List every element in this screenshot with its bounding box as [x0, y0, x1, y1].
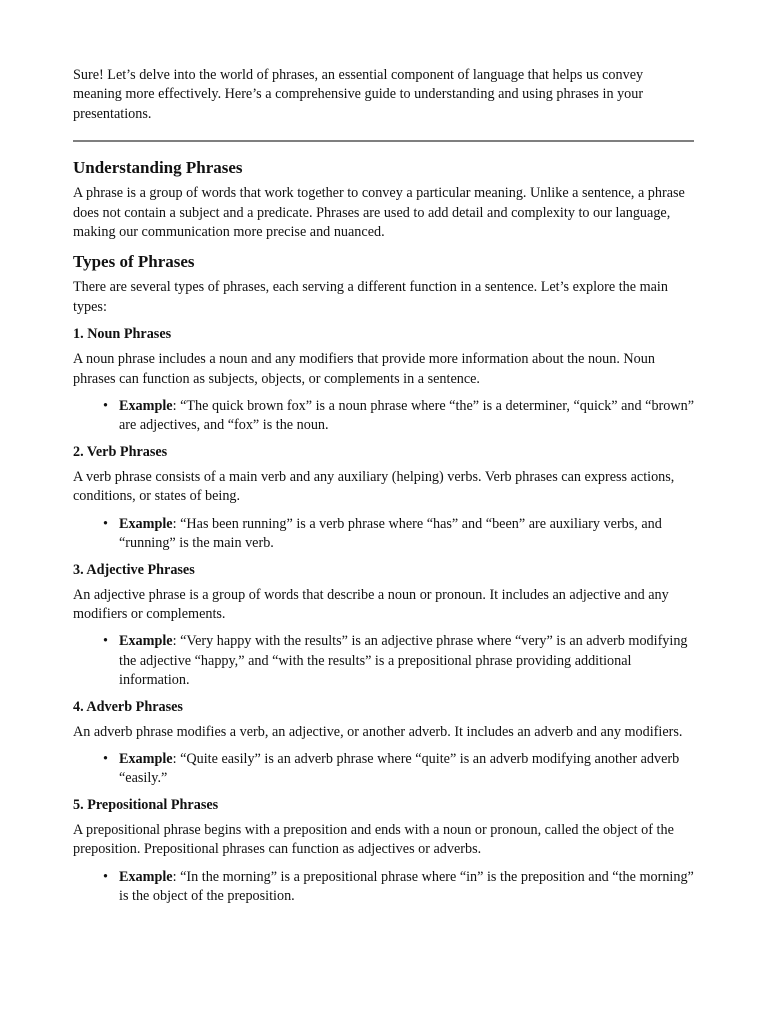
types-paragraph: There are several types of phrases, each serving a different function in a sentence. Let’s explore the main types:	[73, 279, 668, 315]
section-text-adverb: An adverb phrase modifies a verb, an adjective, or another adverb. It includes an adverb and any modifiers.	[73, 723, 683, 740]
section-text-noun: A noun phrase includes a noun and any modifiers that provide more information about the noun. Noun phrases can function as subjects, objects, or complements in a sentence.	[73, 351, 655, 387]
understanding-heading: Understanding Phrases	[73, 158, 243, 178]
example-item-prepositional	[103, 868, 694, 907]
example-label: Example	[119, 868, 173, 885]
section-heading-adjective: 3. Adjective Phrases	[73, 561, 195, 578]
example-item-verb	[103, 515, 694, 554]
example-text: : “In the morning” is a prepositional phrase where “in” is the preposition and “the morning” is the object of the preposition.	[119, 868, 694, 904]
bullet-icon: •	[103, 868, 108, 885]
example-item-adjective	[103, 632, 694, 690]
section-heading-adverb: 4. Adverb Phrases	[73, 698, 183, 715]
example-label: Example	[119, 633, 173, 650]
example-label: Example	[119, 515, 173, 532]
section-text-verb: A verb phrase consists of a main verb and any auxiliary (helping) verbs. Verb phrases can express actions, conditions, or states of being.	[73, 468, 675, 505]
bullet-icon: •	[103, 750, 108, 767]
example-text: : “Has been running” is a verb phrase where “has” and “been” are auxiliary verbs, and “running” is the main verb.	[119, 515, 662, 552]
example-text: : “The quick brown fox” is a noun phrase where “the” is a determiner, “quick” and “brown” are adjectives, and “fox” is the noun.	[119, 398, 695, 434]
example-list-adjective	[73, 632, 694, 690]
section-heading-prepositional: 5. Prepositional Phrases	[73, 796, 219, 813]
bullet-icon: •	[103, 398, 108, 415]
intro-paragraph: Sure! Let’s delve into the world of phrases, an essential component of language that helps us convey meaning more effectively. Here’s a comprehensive guide to understanding and using phrases in your presentations.	[73, 67, 644, 122]
example-item-adverb	[103, 750, 694, 789]
bullet-icon: •	[103, 515, 108, 532]
example-list-adverb	[73, 750, 694, 789]
example-label: Example	[119, 750, 173, 767]
example-label: Example	[119, 398, 173, 415]
section-heading-noun: 1. Noun Phrases	[73, 326, 172, 343]
example-text: : “Very happy with the results” is an adjective phrase where “very” is an adverb modifying the adjective “happy,” and “with the results” is a prepositional phrase providing additional information.	[119, 633, 688, 689]
example-list-prepositional	[73, 868, 694, 907]
understanding-paragraph: A phrase is a group of words that work together to convey a particular meaning. Unlike a sentence, a phrase does not contain a subject and a predicate. Phrases are used to add detail and complexity to our language, making our communication more precise and nuanced.	[73, 185, 685, 241]
types-heading: Types of Phrases	[73, 252, 195, 272]
section-text-prepositional: A prepositional phrase begins with a preposition and ends with a noun or pronoun, called the object of the preposition. Prepositional phrases can function as adjectives or adverbs.	[73, 821, 674, 858]
example-list-verb	[73, 515, 694, 554]
example-text: : “Quite easily” is an adverb phrase where “quite” is an adverb modifying another adverb “easily.”	[119, 750, 680, 787]
section-heading-verb: 2. Verb Phrases	[73, 443, 168, 460]
bullet-icon: •	[103, 633, 108, 650]
example-list-noun	[73, 397, 694, 436]
horizontal-rule	[73, 140, 694, 142]
example-item-noun	[103, 397, 695, 436]
section-text-adjective: An adjective phrase is a group of words that describe a noun or pronoun. It includes an adjective and any modifiers or complements.	[73, 586, 669, 622]
